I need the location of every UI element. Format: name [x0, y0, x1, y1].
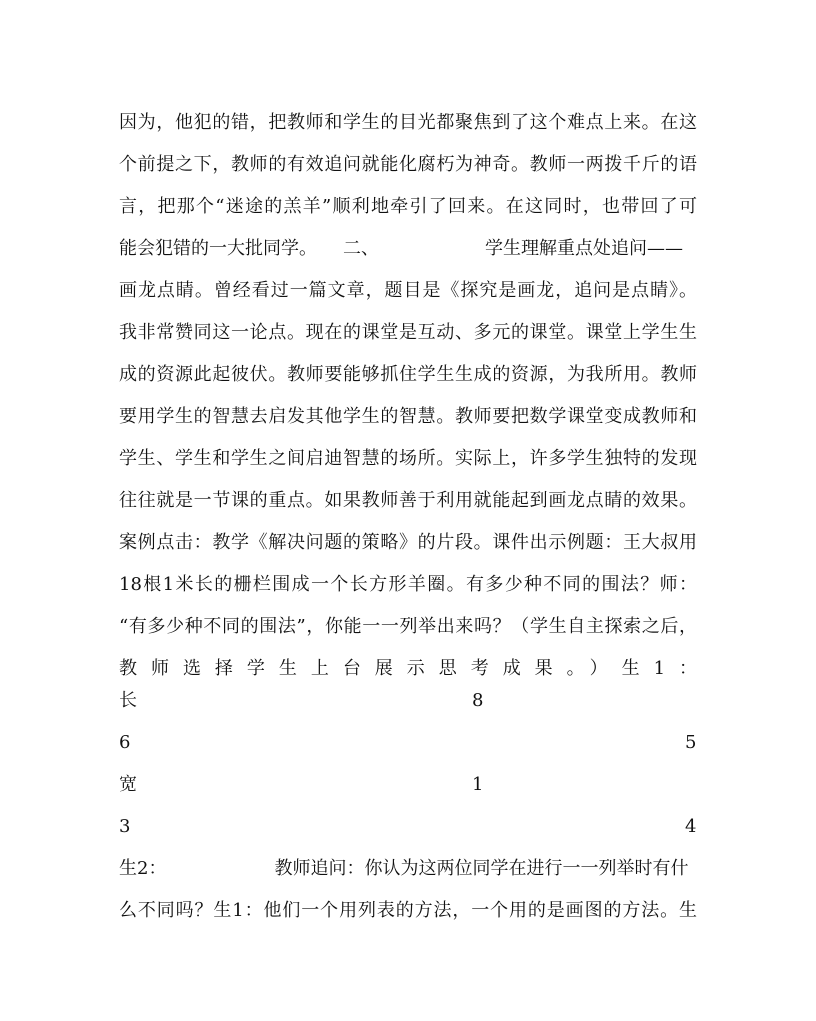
text-line-last: 么不同吗？生1：他们一个用列表的方法，一个用的是画图的方法。生	[119, 900, 697, 921]
line4-section-number: 二、	[343, 238, 379, 259]
text-line-5: 画龙点睛。曾经看过一篇文章，题目是《探究是画龙，追问是点睛》。	[119, 280, 697, 301]
text-line-4	[119, 237, 697, 261]
text-line-student2	[119, 857, 697, 881]
text-line-12: 18根1米长的栅栏围成一个长方形羊圈。有多少种不同的围法？师：	[119, 574, 697, 595]
text-line-9: 学生、学生和学生之间启迪智慧的场所。实际上，许多学生独特的发现	[119, 448, 697, 469]
student2-label: 生2：	[119, 858, 167, 879]
text-line-3: 言，把那个“迷途的羔羊”顺利地牵引了回来。在这同时，也带回了可	[119, 196, 697, 217]
line4-part1: 能会犯错的一大批同学。	[119, 238, 317, 259]
text-line-7: 成的资源此起彼伏。教师要能够抓住学生生成的资源，为我所用。教师	[119, 364, 697, 385]
table-row3-label: 宽	[119, 774, 137, 795]
text-line-11: 案例点击：教学《解决问题的策略》的片段。课件出示例题：王大叔用	[119, 532, 697, 553]
line4-section-heading: 学生理解重点处追问——	[485, 238, 683, 259]
text-line-14: 教师选择学生上台展示思考成果。）生1：	[119, 658, 697, 679]
text-line-8: 要用学生的智慧去启发其他学生的智慧。教师要把数学课堂变成教师和	[119, 406, 697, 427]
text-line-6: 我非常赞同这一论点。现在的课堂是互动、多元的课堂。课堂上学生生	[119, 322, 697, 343]
table-row2-right: 5	[685, 732, 697, 753]
table-row1-label: 长	[119, 690, 137, 711]
table-row4-left: 3	[119, 816, 131, 837]
text-line-2: 个前提之下，教师的有效追问就能化腐朽为神奇。教师一两拨千斤的语	[119, 154, 697, 175]
table-row2-left: 6	[119, 732, 131, 753]
table-row4-right: 4	[685, 816, 697, 837]
text-line-10: 往往就是一节课的重点。如果教师善于利用就能起到画龙点睛的效果。	[119, 490, 697, 511]
table-row3-mid: 1	[472, 774, 484, 795]
teacher-followup: 教师追问：你认为这两位同学在进行一一列举时有什	[274, 858, 689, 879]
text-line-1: 因为，他犯的错，把教师和学生的目光都聚焦到了这个难点上来。在这	[119, 112, 697, 133]
table-row1-mid: 8	[472, 690, 484, 711]
text-line-13: “有多少种不同的围法”，你能一一列举出来吗？（学生自主探索之后，	[119, 616, 697, 637]
